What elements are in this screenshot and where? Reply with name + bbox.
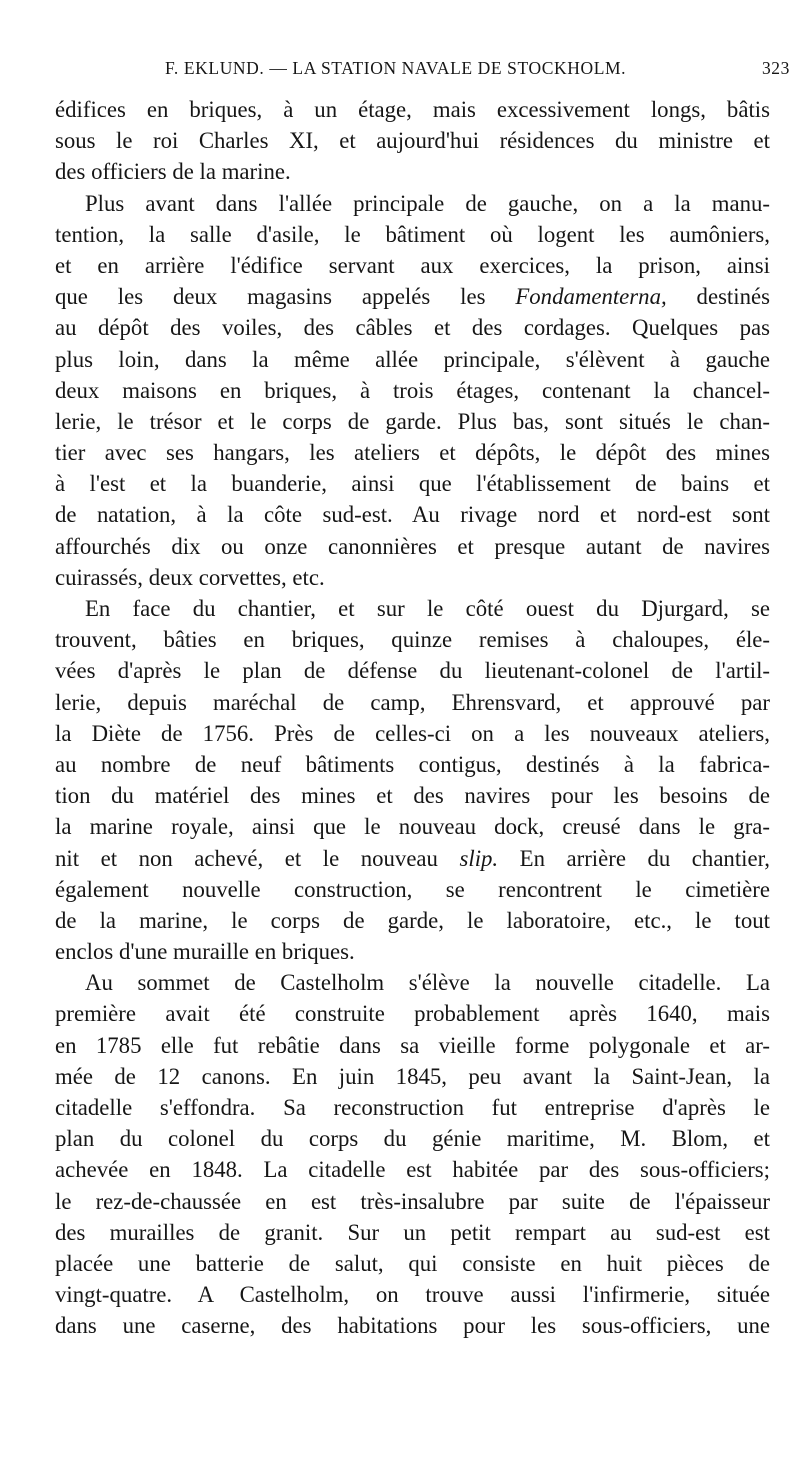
text-line: lerie, depuis maréchal de camp, Ehrensvard, et approuvé par bbox=[55, 689, 770, 715]
text-line: et en arrière l'édifice servant aux exercices, la prison, ainsi bbox=[55, 252, 770, 278]
running-head bbox=[55, 58, 790, 88]
text-segment: nit et non achevé, et le nouveau bbox=[55, 845, 460, 871]
book-page bbox=[55, 58, 790, 1342]
text-line: deux maisons en briques, à trois étages, contenant la chancel- bbox=[55, 377, 770, 403]
text-line: En face du chantier, et sur le côté ouest du Djurgard, se bbox=[85, 596, 770, 621]
text-line bbox=[55, 843, 770, 874]
text-line: achevée en 1848. La citadelle est habitée par des sous-officiers; bbox=[55, 1157, 770, 1183]
text-line: enclos d'une muraille en briques. bbox=[55, 939, 355, 965]
text-line: plan du colonel du corps du génie maritime, M. Blom, et bbox=[55, 1126, 770, 1152]
page-number: 323 bbox=[761, 58, 790, 78]
text-line: la Diète de 1756. Près de celles-ci on a les nouveaux ateliers, bbox=[55, 720, 770, 746]
text-line: vingt-quatre. A Castelholm, on trouve aussi l'infirmerie, située bbox=[55, 1282, 770, 1308]
text-line: tention, la salle d'asile, le bâtiment où logent les aumôniers, bbox=[55, 221, 770, 247]
text-line: de natation, à la côte sud-est. Au rivage nord et nord-est sont bbox=[55, 502, 770, 528]
running-head-title: F. EKLUND. — LA STATION NAVALE DE STOCKHOLM. bbox=[165, 58, 627, 78]
text-line: également nouvelle construction, se rencontrent le cimetière bbox=[55, 876, 770, 902]
text-line: placée une batterie de salut, qui consiste en huit pièces de bbox=[55, 1250, 770, 1276]
text-line: tier avec ses hangars, les ateliers et dépôts, le dépôt des mines bbox=[55, 440, 770, 466]
text-line: cuirassés, deux corvettes, etc. bbox=[55, 564, 325, 590]
text-line: lerie, le trésor et le corps de garde. Plus bas, sont situés le chan- bbox=[55, 408, 770, 434]
text-line: en 1785 elle fut rebâtie dans sa vieille forme polygonale et ar- bbox=[55, 1032, 770, 1058]
italic-term: Fondamenterna, bbox=[515, 284, 667, 310]
text-line: sous le roi Charles XI, et aujourd'hui résidences du ministre et bbox=[55, 128, 770, 154]
text-line bbox=[55, 281, 770, 312]
text-line: vées d'après le plan de défense du lieutenant-colonel de l'artil- bbox=[55, 658, 770, 684]
text-line: au nombre de neuf bâtiments contigus, destinés à la fabrica- bbox=[55, 751, 770, 777]
text-line: affourchés dix ou onze canonnières et presque autant de navires bbox=[55, 533, 770, 559]
text-line: édifices en briques, à un étage, mais excessivement longs, bâtis bbox=[55, 97, 770, 122]
text-line: mée de 12 canons. En juin 1845, peu avant la Saint-Jean, la bbox=[55, 1063, 770, 1089]
italic-term: slip. bbox=[459, 845, 499, 871]
text-line: au dépôt des voiles, des câbles et des cordages. Quelques pas bbox=[55, 315, 770, 341]
text-line: Au sommet de Castelholm s'élève la nouvelle citadelle. La bbox=[85, 970, 770, 996]
text-line: la marine royale, ainsi que le nouveau dock, creusé dans le gra- bbox=[55, 814, 770, 840]
text-segment: que les deux magasins appelés les bbox=[55, 284, 516, 310]
text-line: des murailles de granit. Sur un petit rempart au sud-est est bbox=[55, 1219, 770, 1245]
text-line: des officiers de la marine. bbox=[55, 159, 291, 185]
text-line: citadelle s'effondra. Sa reconstruction fut entreprise d'après le bbox=[55, 1095, 770, 1120]
text-line: de la marine, le corps de garde, le laboratoire, etc., le tout bbox=[55, 907, 770, 933]
text-line: le rez-de-chaussée en est très-insalubre par suite de l'épaisseur bbox=[55, 1188, 770, 1214]
text-line: trouvent, bâties en briques, quinze remises à chaloupes, éle- bbox=[55, 627, 770, 653]
text-line: plus loin, dans la même allée principale, s'élèvent à gauche bbox=[55, 346, 770, 372]
text-segment: destinés bbox=[666, 284, 770, 310]
text-segment: En arrière du chantier, bbox=[498, 845, 770, 871]
text-line: à l'est et la buanderie, ainsi que l'établissement de bains et bbox=[55, 471, 770, 497]
body-text bbox=[55, 94, 770, 1342]
text-line: Plus avant dans l'allée principale de gauche, on a la manu- bbox=[85, 190, 770, 216]
text-line: tion du matériel des mines et des navires pour les besoins de bbox=[55, 783, 770, 809]
text-line: première avait été construite probablement après 1640, mais bbox=[55, 1001, 770, 1027]
text-line: dans une caserne, des habitations pour les sous-officiers, une bbox=[55, 1313, 770, 1339]
